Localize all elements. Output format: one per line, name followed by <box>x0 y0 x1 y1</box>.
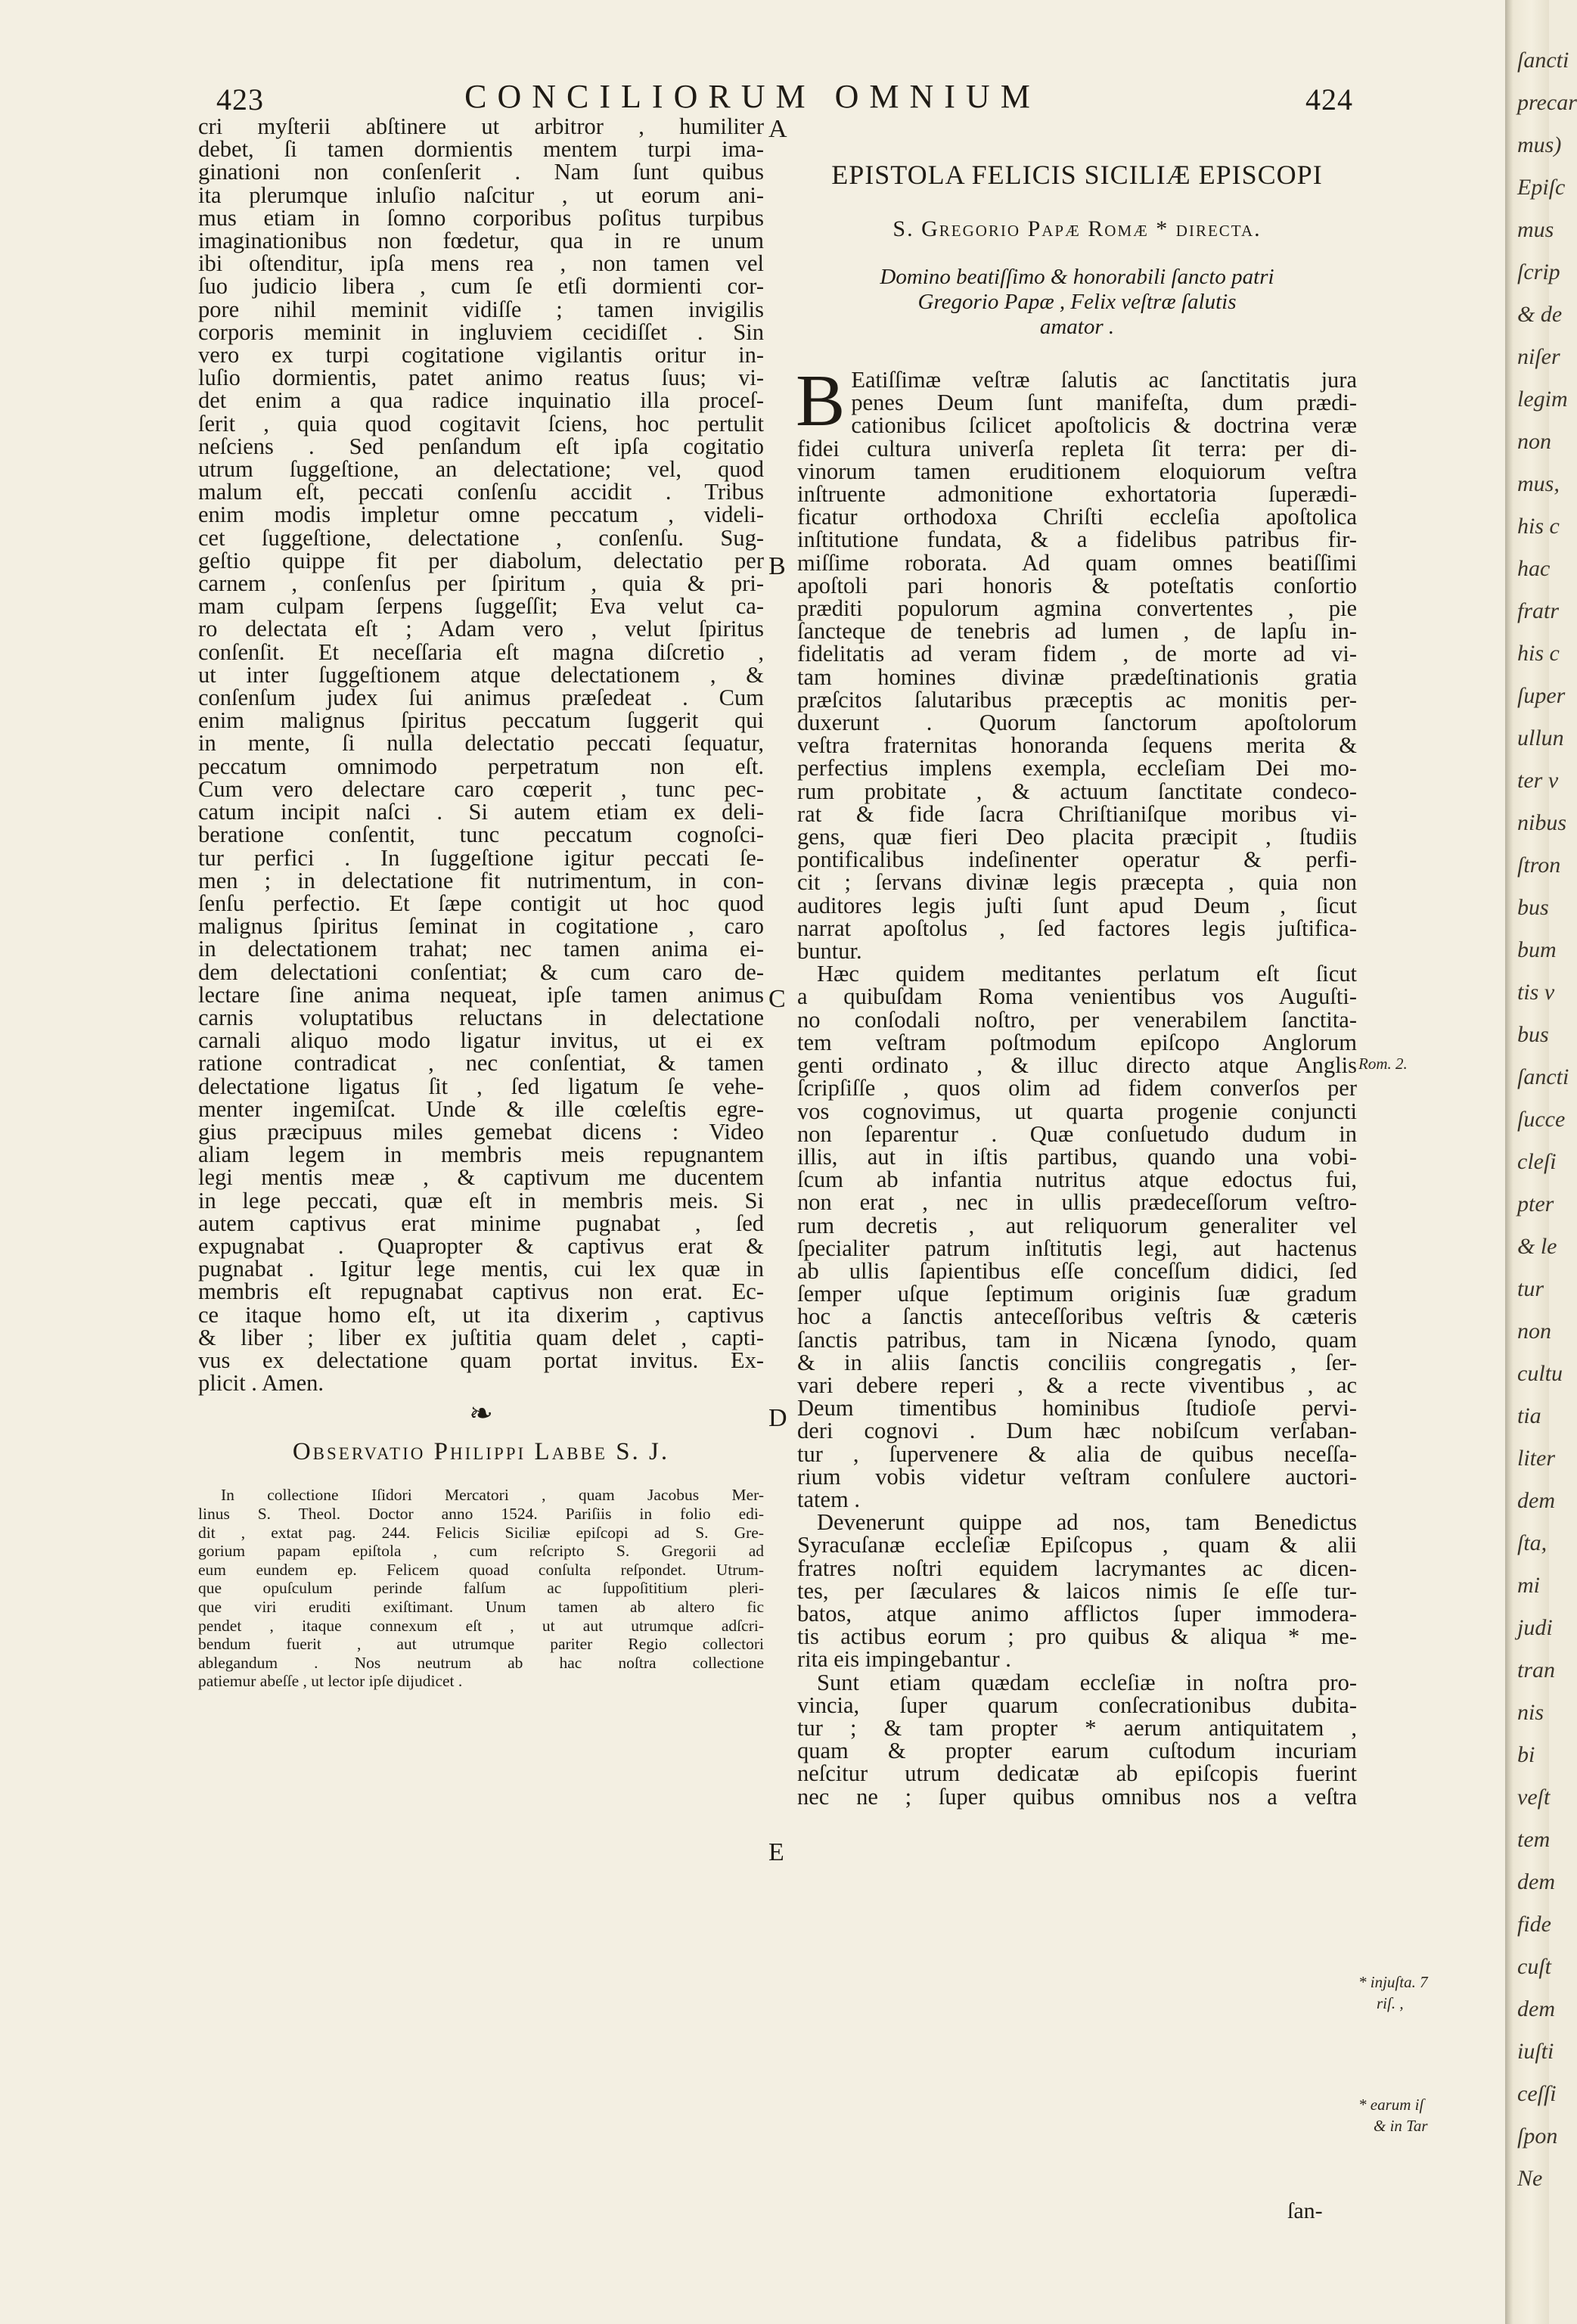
text-line: pugnabat . Igitur lege mentis, cui lex quæ in <box>198 1256 764 1282</box>
text-line: malignus ſpiritus ſeminat in cogitatione , caro <box>198 913 764 940</box>
text-line: ita plerumque inluſio naſcitur , ut eorum ani- <box>198 182 764 208</box>
text-line: gius præcipuus miles gemebat dicens : Video <box>198 1118 764 1145</box>
text-line: ce itaque homo eſt, ut ita dixerim , captivus <box>198 1301 764 1328</box>
text-line: ſerit , quia quod cogitavit ſciens, hoc pertulit <box>198 410 764 437</box>
text-line: bendum fuerit , aut utrumque pariter Regio collectori <box>198 1635 764 1654</box>
text-line: in mente, ſi nulla delectatio peccati ſequatur, <box>198 730 764 757</box>
text-line: que viri eruditi exiſtimant. Unum tamen ab altero fic <box>198 1597 764 1616</box>
gutter-fragment: tem <box>1517 1827 1551 1852</box>
text-line: conſenſit. Et neceſſaria eſt magna diſcretio , <box>198 638 764 665</box>
gutter-fragment: mus) <box>1517 132 1562 157</box>
text-line: geſtio quippe fit per diabolum, delectatio per <box>198 547 764 573</box>
side-note-earum-2: & in Tar <box>1374 2117 1428 2135</box>
gutter-fragment: ceſſi <box>1517 2081 1557 2106</box>
gutter-fragment: tis v <box>1517 980 1555 1005</box>
text-line: tis actibus eorum ; pro quibus & aliqua * me- <box>797 1623 1357 1650</box>
text-line: a quibuſdam Roma venientibus vos Auguſti- <box>797 983 1357 1010</box>
text-line: cationibus ſcilicet apoſtolicis & doctrina veræ <box>851 412 1357 439</box>
catchword: ſan- <box>1287 2198 1323 2223</box>
text-line: Deum timentibus hominibus ſtudioſe pervi- <box>797 1395 1357 1421</box>
text-line: cit ; ſervans divinæ legis præcepta , quia non <box>797 869 1357 896</box>
gutter-fragment: tur <box>1517 1276 1544 1301</box>
text-line: ſemper uſque ſeptimum originis ſuæ gradum <box>797 1281 1357 1307</box>
text-line: delectatione ligatus ſit , ſed ligatum ſe vehe- <box>198 1073 764 1099</box>
text-line: ſanctis patribus, tam in Nicæna ſynodo, quam <box>797 1326 1357 1353</box>
text-line: ibi oſtenditur, ipſa mens rea , non tamen vel <box>198 250 764 277</box>
gutter-fragment: precar <box>1517 90 1577 115</box>
text-line: rum probitate , & actuum ſanctitate condeco- <box>797 778 1357 804</box>
text-line: carnali aliquo modo ligatur invitus, ut ei ex <box>198 1027 764 1054</box>
gutter-fragment: bi <box>1517 1742 1535 1767</box>
text-line: batos, atque animo afflictos ſuper immodera- <box>797 1600 1357 1626</box>
gutter-fragment: ſucce <box>1517 1107 1566 1132</box>
side-note-injusta-2: riſ. , <box>1377 1994 1404 2012</box>
text-line: auditores legis juſti ſunt apud Deum , ſicut <box>797 892 1357 918</box>
text-line: buntur. <box>797 938 862 965</box>
epistle-title: EPISTOLA FELICIS SICILIÆ EPISCOPI <box>831 160 1323 190</box>
gutter-fragment: ſcrip <box>1517 259 1560 284</box>
text-line: duxerunt . Quorum ſanctorum apoſtolorum <box>797 710 1357 736</box>
text-line: veſtra fraternitas honoranda ſequens merita & <box>797 732 1357 759</box>
text-line: vari debere reperi , & a recte viventibus , ac <box>797 1372 1357 1398</box>
text-line: Syracuſanæ eccleſiæ Epiſcopus , quam & alii <box>797 1532 1357 1558</box>
text-line: In collectione Iſidori Mercatori , quam Jacobus Mer- <box>221 1486 764 1505</box>
text-line: vero ex turpi cogitatione vigilantis oritur in- <box>198 342 764 368</box>
text-line: neſcitur utrum dedicatæ ab epiſcopis fuerint <box>797 1760 1357 1787</box>
text-line: men ; in delectatione fit nutrimentum, in con- <box>198 867 764 893</box>
text-line: Devenerunt quippe ad nos, tam Benedictus <box>817 1509 1357 1536</box>
text-line: mus etiam in ſomno corporibus poſitus turpibus <box>198 204 764 231</box>
text-line: narrat apoſtolus , ſed factores legis juſtifica- <box>797 915 1357 941</box>
text-line: ablegandum . Nos neutrum ab hac noſtra collectione <box>198 1653 764 1672</box>
text-line: ſcum ab infantia nutritus atque edoctus fui, <box>797 1167 1357 1193</box>
text-line: rium vobis videtur veſtram conſulere auctori- <box>797 1463 1357 1490</box>
gutter-fragment: veſt <box>1517 1785 1551 1810</box>
text-line: Cum vero delectare caro cœperit , tunc pec- <box>198 775 764 802</box>
text-line: præditi populorum agmina convertentes , pie <box>797 595 1357 622</box>
text-line: det enim a qua radice inquinatio illa proceſ- <box>198 387 764 414</box>
text-line: carnem , conſenſus per ſpiritum , quia & pri- <box>198 570 764 597</box>
text-line: neſciens . Sed penſandum eſt ipſa cogitatio <box>198 433 764 459</box>
text-line: hoc a ſanctis anteceſſoribus veſtris & cæteris <box>797 1303 1357 1330</box>
text-line: nec ne ; ſuper quibus omnibus nos a veſtra <box>797 1783 1357 1810</box>
drop-cap: B <box>796 360 846 442</box>
text-line: penes Deum ſunt manifeſta, dum prædi- <box>851 390 1357 416</box>
text-line: mam culpam ſerpens ſuggeſſit; Eva velut ca- <box>198 593 764 620</box>
text-line: ginationi non conſenſerit . Nam ſunt quibus <box>198 159 764 185</box>
gutter-fragment: ſtron <box>1517 853 1561 878</box>
text-line: cri myſterii abſtinere ut arbitror , humiliter <box>198 113 764 139</box>
gutter-fragment: hac <box>1517 556 1551 581</box>
text-line: genti ordinato , & illuc directo atque Anglis <box>797 1052 1357 1079</box>
text-line: gens, quæ fieri Deo placita præcipit , ſtudiis <box>797 824 1357 850</box>
gutter-fragment: legim <box>1517 387 1568 412</box>
text-line: ab ullis ſapientibus eſſe conceſſum didici, ſed <box>797 1257 1357 1284</box>
text-line: expugnabat . Quapropter & captivus erat & <box>198 1232 764 1259</box>
gutter-fragment: non <box>1517 429 1551 454</box>
text-line: luſio dormientis, patet animo reatus ſuus; vi- <box>198 365 764 391</box>
text-line: menter ingemiſcat. Unde & ille cœleſtis egre- <box>198 1095 764 1122</box>
text-line: in delectationem trahat; nec tamen anima ei- <box>198 936 764 962</box>
page-number-right: 424 <box>1305 82 1353 117</box>
text-line: rat & fide ſacra Chriſtianiſque moribus vi- <box>797 800 1357 827</box>
gutter-fragment: his c <box>1517 514 1560 539</box>
margin-letter-e: E <box>768 1838 784 1866</box>
text-line: utrum ſuggeſtione, an delectatione; vel, quod <box>198 456 764 483</box>
text-line: catum incipit naſci . Si autem etiam ex deli- <box>198 799 764 825</box>
gutter-fragment: iuſti <box>1517 2039 1554 2064</box>
right-column <box>797 115 1357 1808</box>
text-line: miſſime roborata. Ad quam omnes beatiſſimi <box>797 549 1357 576</box>
text-line: ſpecialiter patrum inſtitutis legi, aut hactenus <box>797 1235 1357 1261</box>
text-line: patiemur abeſſe , ut lector ipſe dijudicet . <box>198 1672 463 1691</box>
text-line: gorium papam epiſtola , cum reſcripto S. Gregorii ad <box>198 1542 764 1561</box>
text-line: carnis voluptatibus reluctans in delectatione <box>198 1004 764 1030</box>
page-number-left: 423 <box>216 82 264 117</box>
gutter-fragment: dem <box>1517 1996 1555 2021</box>
gutter-fragment: bus <box>1517 1022 1549 1047</box>
text-line: vincia, ſuper quarum conſecrationibus dubita- <box>797 1692 1357 1718</box>
gutter-fragment: ſta, <box>1517 1530 1548 1555</box>
gutter-fragment: tia <box>1517 1403 1541 1428</box>
dedication-line: Domino beatiſſimo & honorabili ſancto patri <box>880 265 1274 289</box>
text-line: beratione conſentit, tunc peccatum cognoſci- <box>198 822 764 848</box>
gutter-fragment: bum <box>1517 937 1557 962</box>
adjacent-page-edge <box>1505 0 1577 2324</box>
gutter-fragment: mi <box>1517 1573 1540 1598</box>
text-line: malum eſt, peccati conſenſu accidit . Tribus <box>198 479 764 505</box>
text-line: Eatiſſimæ veſtræ ſalutis ac ſanctitatis jura <box>851 367 1357 393</box>
gutter-fragment: dem <box>1517 1488 1555 1513</box>
dedication <box>797 265 1357 340</box>
text-line: vus ex delectatione quam portat invitus. Ex- <box>198 1347 764 1373</box>
margin-letter-d: D <box>768 1404 787 1432</box>
right-column-text <box>796 360 1357 1810</box>
text-line: Sunt etiam quædam eccleſiæ in noſtra pro- <box>817 1669 1357 1695</box>
gutter-fragment: cultu <box>1517 1361 1563 1386</box>
text-line: conſenſum judex ſui animus præſedeat . Cum <box>198 685 764 711</box>
text-line: no conſodali noſtro, per venerabilem ſanctita- <box>797 1006 1357 1033</box>
epistle-subtitle: S. Gregorio Papæ Romæ * directa. <box>892 216 1262 241</box>
text-line: tatem . <box>797 1486 860 1512</box>
gutter-fragment: non <box>1517 1319 1551 1344</box>
gutter-fragment: ullun <box>1517 725 1564 750</box>
dedication-line: amator . <box>1039 315 1115 339</box>
side-note-rom: Rom. 2. <box>1358 1055 1408 1073</box>
text-line: pore nihil meminit vidiſſe ; tamen invigilis <box>198 296 764 322</box>
margin-letter-c: C <box>768 985 786 1013</box>
gutter-fragment: nis <box>1517 1700 1544 1725</box>
text-line: debet, ſi tamen dormientis mentem turpi ima- <box>198 136 764 163</box>
text-line: aliam legem in membris meis repugnantem <box>198 1142 764 1168</box>
gutter-fragment: Epiſc <box>1517 175 1566 200</box>
gutter-fragment: ſancti <box>1517 1064 1569 1089</box>
text-line: perfectius implens exempla, eccleſiam Dei mo- <box>797 755 1357 781</box>
text-line: vinorum tamen eruditionem eloquiorum veſtra <box>797 458 1357 484</box>
text-line: peccatum omnimodo perpetratum non eſt. <box>198 753 764 779</box>
text-line: & in aliis ſanctis conciliis congregatis , ſer- <box>797 1349 1357 1375</box>
text-line: præſcitos ſalutaribus præceptis ac monitis per- <box>797 686 1357 713</box>
text-line: tes, per ſæculares & laicos nimis ſe eſſe tur- <box>797 1577 1357 1604</box>
gutter-fragment: his c <box>1517 641 1560 666</box>
text-line: fidei cultura univerſa repleta ſit terra: per di- <box>797 435 1357 461</box>
gutter-fragment: & le <box>1517 1234 1557 1259</box>
text-line: & liber ; liber ex juſtitia quam delet , capti- <box>198 1324 764 1350</box>
gutter-fragment: pter <box>1517 1192 1554 1216</box>
gutter-fragment: mus <box>1517 217 1554 242</box>
text-line: pontificalibus indeſinenter operatur & perfi- <box>797 847 1357 873</box>
text-line: non erat , nec in ullis prædeceſſorum veſtro- <box>797 1189 1357 1216</box>
gutter-fragment: ſancti <box>1517 48 1569 73</box>
text-line: cet ſuggeſtione, delectatione , conſenſu. Sug- <box>198 524 764 551</box>
text-line: fidelitatis ad veram fidem , de morte ad vi- <box>797 641 1357 667</box>
text-line: illis, aut in iſtis partibus, quando una vobi- <box>797 1143 1357 1170</box>
text-line: tur perfici . In ſuggeſtione igitur peccati ſe- <box>198 844 764 871</box>
dedication-line: Gregorio Papæ , Felix veſtræ ſalutis <box>917 290 1237 314</box>
text-line: imaginationibus non fœdetur, qua in re unum <box>198 228 764 254</box>
gutter-fragment: liter <box>1517 1446 1555 1471</box>
text-line: non ſeparentur . Quæ conſuetudo dudum in <box>797 1120 1357 1147</box>
text-line: fratres noſtri equidem lacrymantes ac dicen- <box>797 1555 1357 1581</box>
text-line: apoſtoli pari honoris & poteſtatis conſortio <box>797 572 1357 598</box>
gutter-fragment: mus, <box>1517 471 1560 496</box>
text-line: Hæc quidem meditantes perlatum eſt ſicut <box>817 961 1357 987</box>
gutter-fragment: cuſt <box>1517 1954 1551 1979</box>
gutter-fragment: cleſi <box>1517 1149 1557 1174</box>
text-line: tam homines divinæ prædeſtinationis gratia <box>797 663 1357 690</box>
gutter-fragment: & de <box>1517 302 1563 327</box>
gutter-fragment: bus <box>1517 895 1549 920</box>
text-line: rita eis impingebantur . <box>797 1646 1011 1673</box>
left-column-text <box>198 113 764 1397</box>
gutter-fragment: nibus <box>1517 810 1567 835</box>
text-line: ſuo judicio libera , cum ſe etſi dormienti cor- <box>198 273 764 300</box>
text-line: dit , extat pag. 244. Felicis Siciliæ epiſcopi ad S. Gre- <box>198 1523 764 1542</box>
observation-title: Observatio Philippi Labbe S. J. <box>292 1438 670 1466</box>
text-line: plicit . Amen. <box>198 1370 324 1397</box>
text-line: ro delectata eſt ; Adam vero , velut ſpiritus <box>198 616 764 642</box>
gutter-fragment: ſuper <box>1517 683 1566 708</box>
text-line: legi mentis meæ , & captivum me ducentem <box>198 1164 764 1191</box>
side-note-earum: * earum iſ <box>1358 2096 1424 2114</box>
text-line: enim malignus ſpiritus peccatum ſuggerit qui <box>198 707 764 734</box>
text-line: corporis meminit in ingluviem cecidiſſet . Sin <box>198 318 764 345</box>
left-column <box>198 115 764 1691</box>
gutter-fragment: dem <box>1517 1869 1555 1894</box>
gutter-fragment: ter v <box>1517 768 1559 793</box>
gutter-fragment: niſer <box>1517 344 1560 369</box>
text-line: ſancteque de tenebris ad lumen , de lapſu in- <box>797 618 1357 645</box>
text-line: in lege peccati, quæ eſt in membris meis. Si <box>198 1187 764 1213</box>
finis-ornament: ❧ <box>469 1398 493 1431</box>
text-line: membris eſt repugnabat captivus non erat. Ec- <box>198 1279 764 1305</box>
gutter-fragment: fide <box>1517 1912 1551 1937</box>
gutter-fragment: ſpon <box>1517 2124 1558 2148</box>
gutter-fragment: tran <box>1517 1658 1556 1682</box>
text-line: ficatur orthodoxa Chriſti eccleſia apoſtolica <box>797 504 1357 530</box>
observation-notes <box>198 1486 764 1691</box>
text-line: deri cognovi . Dum hæc nobiſcum verſaban- <box>797 1418 1357 1444</box>
text-line: inſtruente admonitione exhortatoria ſuperædi- <box>797 481 1357 508</box>
text-line: que opuſculum perinde falſum ac ſuppoſititium pleri- <box>198 1579 764 1598</box>
text-line: ſenſu perfectio. Et ſæpe contigit ut hoc quod <box>198 890 764 916</box>
text-line: ut inter ſuggeſtionem atque delectationem , & <box>198 661 764 688</box>
text-line: tur , ſupervenere & alia de quibus neceſſa- <box>797 1440 1357 1467</box>
text-line: eum eundem ep. Felicem quoad conſulta reſpondet. Utrum- <box>198 1560 764 1579</box>
gutter-fragment: judi <box>1517 1615 1553 1640</box>
text-line: tem veſtram poſtmodum epiſcopo Anglorum <box>797 1029 1357 1055</box>
margin-letter-b: B <box>768 552 786 580</box>
text-line: vos cognovimus, ut quarta progenie conjuncti <box>797 1098 1357 1124</box>
text-line: linus S. Theol. Doctor anno 1524. Pariſiis in folio edi- <box>198 1504 764 1523</box>
text-line: quam & propter earum cuſtodum incuriam <box>797 1738 1357 1764</box>
side-note-injusta: * injuſta. 7 <box>1358 1973 1428 1991</box>
text-line: dem delectationi conſentiat; & cum caro de- <box>198 958 764 985</box>
text-line: autem captivus erat minime pugnabat , ſed <box>198 1210 764 1236</box>
text-line: inſtitutione fundata, & a fidelibus patribus fir- <box>797 527 1357 553</box>
text-line: pendet , itaque connexum eſt , ut aut utrumque adſcri- <box>198 1616 764 1635</box>
text-line: ratione contradicat , nec conſentiat, & tamen <box>198 1050 764 1077</box>
margin-letter-a: A <box>768 115 787 143</box>
text-line: tur ; & tam propter * aerum antiquitatem , <box>797 1714 1357 1741</box>
gutter-fragment: Ne <box>1517 2166 1543 2191</box>
text-line: lectare ſine anima nequeat, ipſe tamen animus <box>198 981 764 1008</box>
running-head: CONCILIORUM OMNIUM <box>464 78 1041 115</box>
gutter-fragment: fratr <box>1517 598 1560 623</box>
text-line: rum decretis , aut reliquorum generaliter vel <box>797 1212 1357 1238</box>
text-line: enim modis impletur omne peccatum , videli- <box>198 502 764 528</box>
text-line: ſcripſiſſe , quos olim ad fidem converſos per <box>797 1075 1357 1101</box>
